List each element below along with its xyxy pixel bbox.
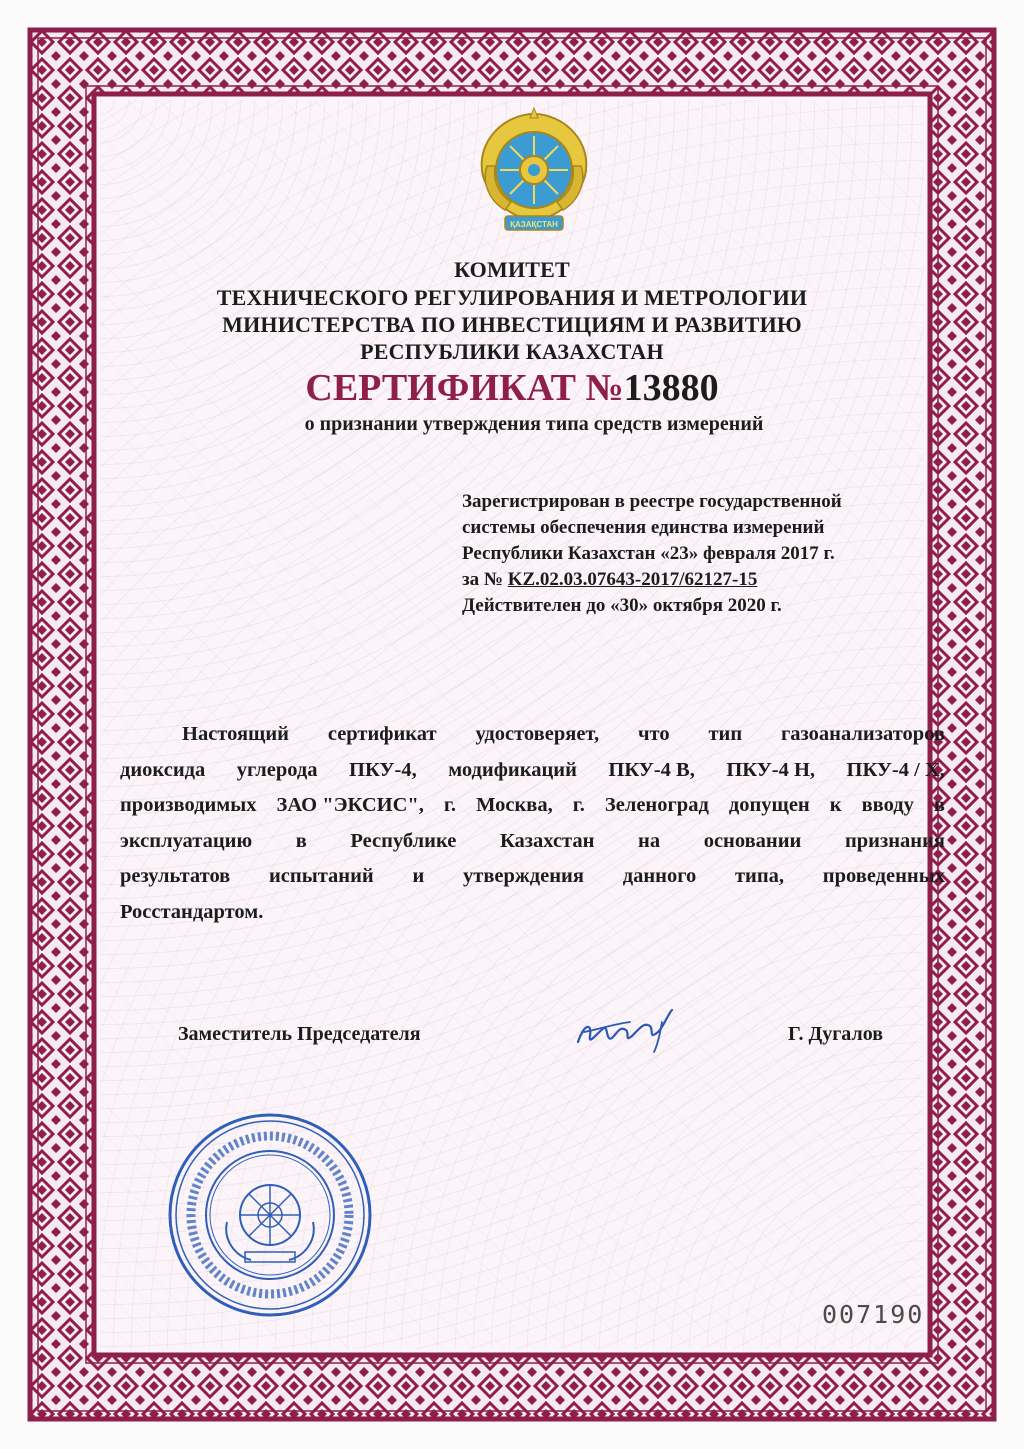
body-word: основании [703, 829, 802, 852]
body-word: ЗАО "ЭКСИС", [276, 794, 424, 816]
certificate-body [120, 717, 945, 930]
body-word: вводу [861, 794, 914, 816]
body-word: ПКУ-4 / Х, [846, 758, 945, 781]
official-round-seal-icon [165, 1110, 375, 1320]
svg-text:ҚАЗАҚСТАН: ҚАЗАҚСТАН [510, 220, 558, 229]
registration-line-1: Зарегистрирован в реестре государственной [462, 491, 842, 512]
body-word: проведенных [822, 865, 945, 887]
body-word: испытаний [269, 865, 374, 887]
body-word: газоанализаторов [781, 723, 945, 745]
registration-number-prefix: за № [462, 569, 503, 590]
registration-line-2: системы обеспечения единства измерений [462, 517, 825, 538]
body-line [120, 717, 945, 753]
body-word: Зеленоград [604, 794, 709, 816]
body-word: ПКУ-4 Н, [726, 758, 816, 781]
kazakhstan-coat-of-arms-icon [465, 106, 603, 246]
body-word: ПКУ-4, [349, 758, 417, 781]
signatory-role: Заместитель Председателя [178, 1023, 421, 1045]
body-word: эксплуатацию [120, 829, 253, 852]
body-word: утверждения [463, 865, 584, 887]
body-word: г. [443, 794, 457, 816]
validity-line: Действителен до «30» октября 2020 г. [462, 595, 782, 616]
body-word: удостоверяет, [475, 723, 600, 745]
body-line [120, 824, 945, 860]
registry-number: KZ.02.03.07643-2017/62127-15 [507, 569, 758, 590]
body-word: в [933, 794, 945, 816]
body-word: модификаций [448, 758, 577, 781]
registration-line-4 [462, 567, 962, 593]
body-word: Москва, [476, 794, 553, 816]
heading-committee: КОМИТЕТ [454, 257, 570, 282]
body-word: что [637, 723, 670, 745]
body-word: типа, [734, 865, 785, 887]
body-word: данного [622, 865, 697, 887]
certificate-title [0, 366, 1024, 410]
body-word: признания [844, 829, 945, 852]
body-word: Республике [350, 829, 457, 852]
body-word: Росстандартом. [120, 900, 264, 923]
signatory-name: Г. Дугалов [788, 1023, 884, 1045]
certificate-subtitle: о признании утверждения типа средств измерений [304, 413, 764, 435]
body-word: допущен [728, 794, 810, 816]
body-word: углерода [236, 758, 318, 781]
heading-ministry: МИНИСТЕРСТВА ПО ИНВЕСТИЦИЯМ И РАЗВИТИЮ [222, 312, 802, 337]
body-word: в [295, 829, 307, 852]
body-word: диоксида [120, 758, 206, 781]
body-word: г. [572, 794, 585, 816]
body-word: и [412, 865, 425, 887]
body-line [120, 788, 945, 824]
heading-technical-regulation: ТЕХНИЧЕСКОГО РЕГУЛИРОВАНИЯ И МЕТРОЛОГИИ [216, 285, 808, 310]
certificate-number: 13880 [623, 367, 719, 409]
body-word: Настоящий [182, 723, 289, 745]
certificate-title-word: СЕРТИФИКАТ № [305, 367, 624, 409]
handwritten-signature [570, 1002, 680, 1060]
body-word: производимых [120, 794, 257, 816]
body-word: на [638, 829, 661, 852]
body-word: результатов [120, 865, 231, 887]
registration-line-3: Республики Казахстан «23» февраля 2017 г. [462, 543, 835, 564]
serial-number: 007190 [822, 1300, 925, 1329]
body-word: Казахстан [499, 829, 595, 852]
body-line [120, 859, 945, 895]
body-line [120, 753, 945, 789]
body-word: ПКУ-4 В, [608, 758, 695, 781]
body-word: сертификат [327, 723, 437, 745]
body-line [120, 895, 945, 931]
registration-block [462, 489, 962, 619]
heading-republic: РЕСПУБЛИКИ КАЗАХСТАН [360, 339, 664, 364]
body-word: тип [708, 723, 743, 745]
body-word: к [829, 794, 842, 816]
